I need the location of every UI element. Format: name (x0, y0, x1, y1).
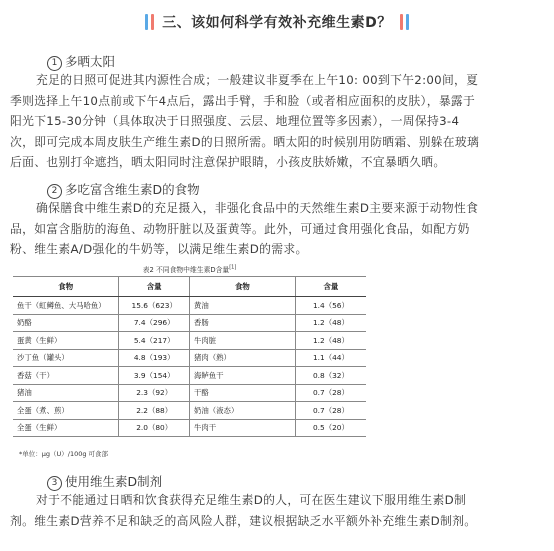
amount-cell: 15.6（623） (119, 297, 190, 315)
amount-cell: 2.3（92） (119, 384, 190, 402)
section1-number: 1 (47, 56, 62, 71)
section1-line: 后面、也别打伞遮挡，晒太阳同时注意保护眼睛，小孩皮肤娇嫩，不宜暴晒久晒。 (10, 155, 446, 169)
food-cell: 干酪 (189, 384, 295, 402)
table-caption (13, 264, 366, 274)
red-bar-decoration (151, 14, 154, 30)
food-cell: 猪肉（熟） (189, 349, 295, 367)
table-row (13, 419, 366, 437)
amount-cell: 1.4（56） (295, 297, 366, 315)
food-cell: 牛肉脏 (189, 332, 295, 350)
section2-number: 2 (47, 184, 62, 199)
header-food-2: 食物 (189, 277, 295, 297)
vitamin-d-table (13, 262, 366, 457)
section3-line: 剂。维生素D营养不足和缺乏的高风险人群，建议根据缺乏水平额外补充维生素D制剂。 (10, 513, 477, 528)
table-row (13, 297, 366, 315)
section1-paragraph (10, 70, 548, 173)
table-row (13, 384, 366, 402)
section2-heading (47, 180, 200, 199)
table-caption-text: 表2 不同食物中维生素D含量 (142, 266, 230, 274)
food-cell: 海鲈鱼干 (189, 367, 295, 385)
section2-title: 多吃富含维生素D的食物 (65, 182, 200, 197)
section1-line: 季则选择上午10点前或下午4点后，露出手臂，手和脸（或者相应面积的皮肤），暴露于 (10, 93, 476, 108)
amount-cell: 0.7（28） (295, 402, 366, 420)
table-row (13, 402, 366, 420)
table-row (13, 367, 366, 385)
amount-cell: 1.2（48） (295, 332, 366, 350)
table-row (13, 314, 366, 332)
header-amount-2: 含量 (295, 277, 366, 297)
header-food-1: 食物 (13, 277, 119, 297)
food-cell: 奶油（液态） (189, 402, 295, 420)
red-bar-decoration (400, 14, 403, 30)
food-cell: 蛋黄（生鲜） (13, 332, 119, 350)
table-unit-note: *单位：μg（U）/100g 可食部 (19, 450, 109, 458)
food-cell: 猪油 (13, 384, 119, 402)
heading-right-bars (400, 14, 409, 30)
section3-heading (47, 472, 162, 491)
amount-cell: 0.8（32） (295, 367, 366, 385)
food-cell: 沙丁鱼（罐头） (13, 349, 119, 367)
blue-bar-decoration (406, 14, 409, 30)
amount-cell: 7.4（296） (119, 314, 190, 332)
amount-cell: 3.9（154） (119, 367, 190, 385)
amount-cell: 4.8（193） (119, 349, 190, 367)
food-cell: 牛肉干 (189, 419, 295, 437)
section3-number: 3 (47, 476, 62, 491)
amount-cell: 0.5（20） (295, 419, 366, 437)
blue-bar-decoration (145, 14, 148, 30)
section1-line: 充足的日照可促进其内源性合成；一般建议非夏季在上午10: 00到下午2:00间，夏 (36, 73, 479, 87)
heading-left-bars (145, 14, 154, 30)
header-amount-1: 含量 (119, 277, 190, 297)
amount-cell: 2.0（80） (119, 419, 190, 437)
food-cell: 香肠 (189, 314, 295, 332)
food-cell: 黄油 (189, 297, 295, 315)
section2-line: 粉、维生素A/D强化的牛奶等，以满足维生素D的需求。 (10, 242, 308, 256)
amount-cell: 5.4（217） (119, 332, 190, 350)
amount-cell: 1.2（48） (295, 314, 366, 332)
section1-line: 次，即可完成本周皮肤生产维生素D的日照所需。晒太阳的时候别用防晒霜、别躲在玻璃 (10, 134, 480, 149)
section1-title: 多晒太阳 (65, 54, 116, 69)
section-heading (0, 10, 554, 34)
table-caption-ref: [1] (229, 264, 237, 271)
table-header-row (13, 277, 366, 297)
amount-cell: 2.2（88） (119, 402, 190, 420)
table-row (13, 349, 366, 367)
data-table (13, 276, 366, 437)
table-row (13, 332, 366, 350)
section2-line: 品，如富含脂肪的海鱼、动物肝脏以及蛋黄等。此外，可通过食用强化食品，如配方奶 (10, 221, 470, 236)
section3-paragraph (10, 490, 548, 531)
section1-line: 阳光下15-30分钟（具体取决于日照强度、云层、地理位置等多因素），一周保持3-4 (10, 114, 460, 128)
food-cell: 香菇（干） (13, 367, 119, 385)
food-cell: 全蛋（生鲜） (13, 419, 119, 437)
section2-line: 确保膳食中维生素D的充足摄入，非强化食品中的天然维生素D主要来源于动物性食 (36, 201, 479, 215)
heading-title: 三、该如何科学有效补充维生素D？ (162, 15, 392, 31)
section2-paragraph (10, 198, 548, 260)
food-cell: 全蛋（煮、煎） (13, 402, 119, 420)
section3-line: 对于不能通过日晒和饮食获得充足维生素D的人，可在医生建议下服用维生素D制 (36, 493, 467, 507)
section1-heading (47, 52, 115, 71)
food-cell: 奶酪 (13, 314, 119, 332)
food-cell: 鱼干（虹鳟鱼、大马哈鱼） (13, 297, 119, 315)
amount-cell: 0.7（28） (295, 384, 366, 402)
amount-cell: 1.1（44） (295, 349, 366, 367)
section3-title: 使用维生素D制剂 (65, 474, 163, 489)
